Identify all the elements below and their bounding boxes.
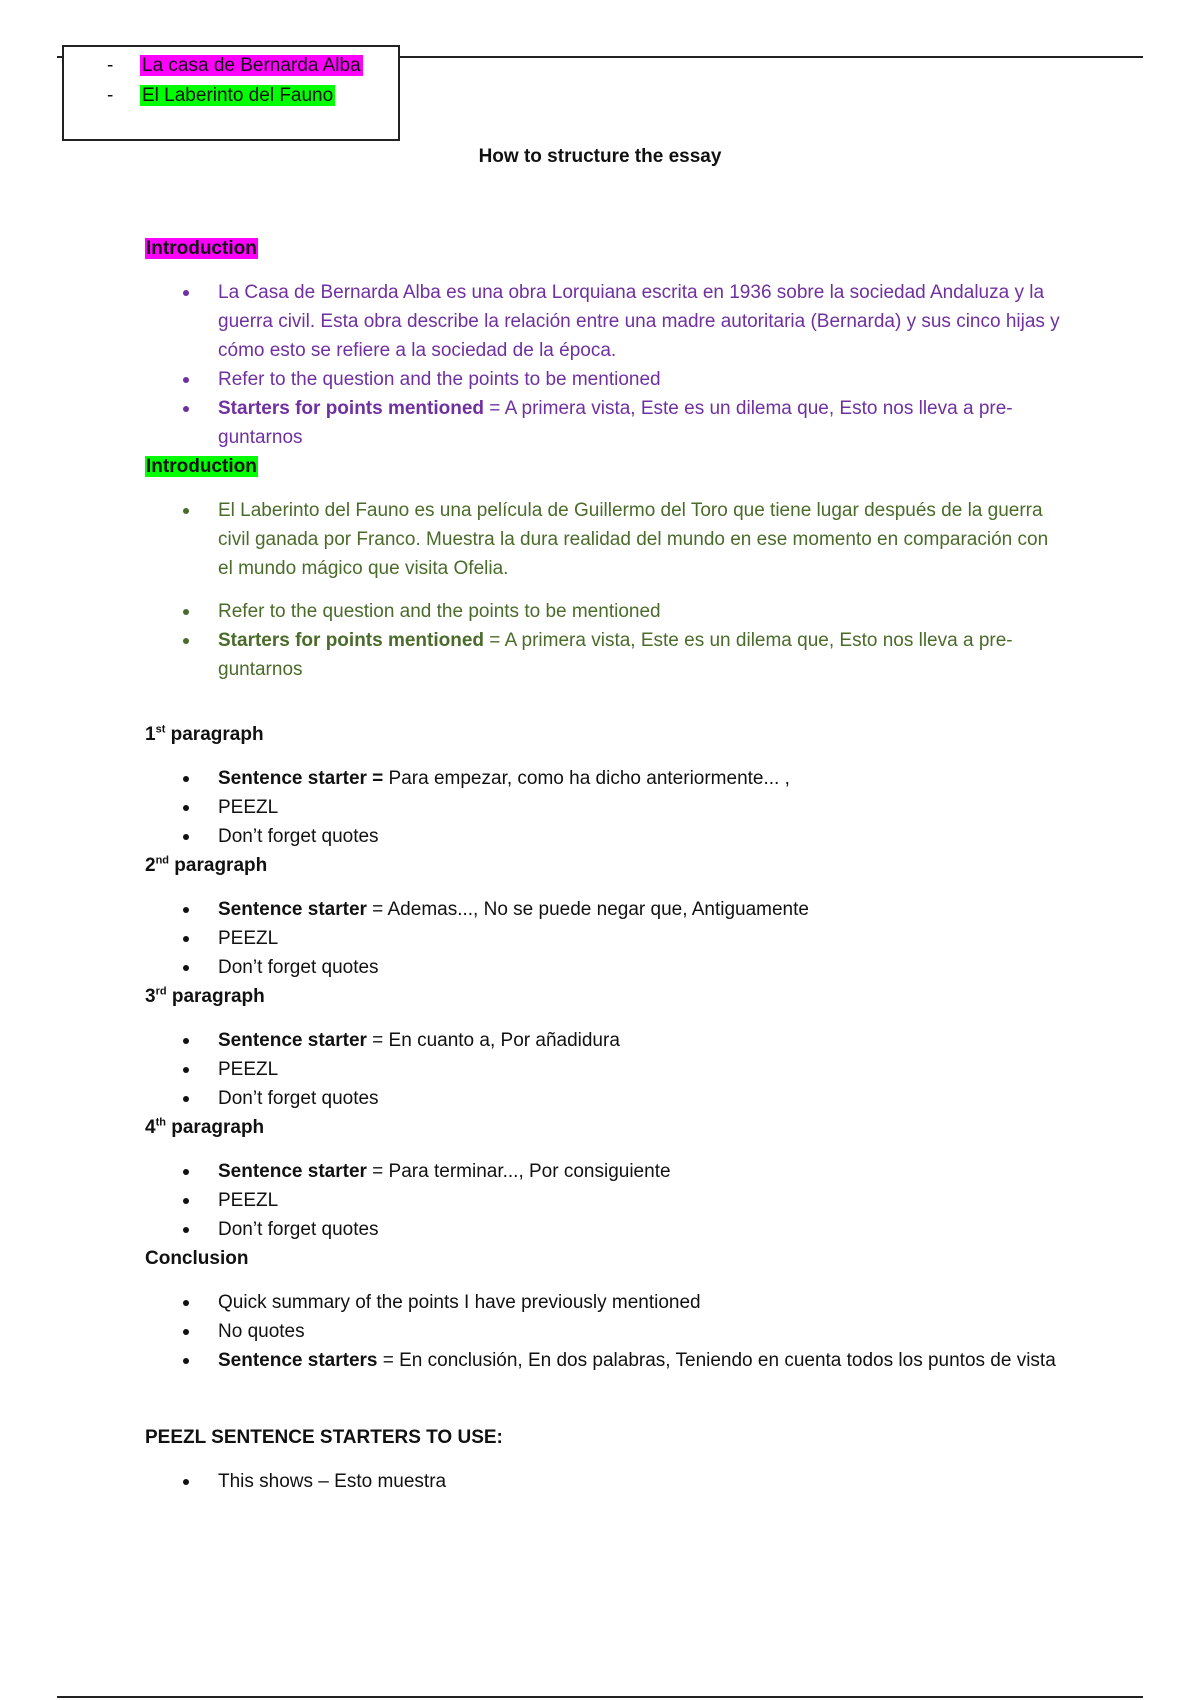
list-item-text: Don’t forget quotes [218,1088,379,1109]
list-item-text: Para empezar, como ha dicho anteriormente... , [383,768,790,789]
list-item-text: = Ademas..., No se puede negar que, Antiguamente [366,899,809,920]
list-item-text: = A primera vista, Este es un dilema que, Esto nos lleva a pre-guntarnos [218,398,1013,448]
list-item [145,1288,1065,1317]
list-item [145,1215,1065,1244]
list-item [145,793,1065,822]
paragraph-2-list [145,895,1065,982]
intro-fauno-heading-text: Introduction [146,456,257,477]
list-item-text: No quotes [218,1321,305,1342]
list-item [145,394,1065,452]
list-item-text: La Casa de Bernarda Alba es una obra Lorquiana escrita en 1936 sobre la sociedad Andaluza y la guerra civil. Esta obra describe la relación entre una madre autoritaria (Bernarda) y sus cinco hijas y cómo esto se refiere a la sociedad de la época. [218,282,1060,361]
list-item-text: = En conclusión, En dos palabras, Teniendo en cuenta todos los puntos de vista [377,1350,1056,1371]
list-item-bold: Sentence starter [218,899,367,920]
list-item-bold: Sentence starters [218,1350,378,1371]
list-item-text: = En cuanto a, Por añadidura [366,1030,620,1051]
list-item-bold: Starters for points mentioned [218,630,485,651]
list-item [145,278,1065,365]
intro-bernarda-heading [145,234,1065,264]
legend-item-fauno [107,83,335,109]
intro-fauno-heading [145,452,1065,482]
paragraph-2-heading: 2nd paragraph [145,854,268,876]
list-item [145,496,1065,583]
paragraph-3-list [145,1026,1065,1113]
list-item [145,1157,1065,1186]
list-item [145,365,1065,394]
list-item [145,1084,1065,1113]
peezl-heading: PEEZL SENTENCE STARTERS TO USE: [145,1427,503,1448]
list-item-text: = Para terminar..., Por consiguiente [366,1161,671,1182]
list-item-text: El Laberinto del Fauno es una película de Guillermo del Toro que tiene lugar después de la guerra civil ganada por Franco. Muestra la dura realidad del mundo en ese momento en comparación con el mundo mágico que visita Ofelia. [218,500,1049,579]
list-item [145,597,1065,626]
list-item-bold: Sentence starter = [218,768,384,789]
list-item-bold: Sentence starter [218,1030,367,1051]
paragraph-4-list [145,1157,1065,1244]
conclusion-list [145,1288,1065,1375]
legend-dash: - [107,85,114,106]
intro-bernarda-list [145,278,1065,452]
conclusion-heading: Conclusion [145,1248,249,1269]
list-item [145,1346,1065,1375]
list-item-text: Quick summary of the points I have previously mentioned [218,1292,701,1313]
list-item-bold: Sentence starter [218,1161,367,1182]
document-body [145,234,1065,1496]
list-item-text: Don’t forget quotes [218,957,379,978]
list-item-text: PEEZL [218,1059,279,1080]
legend-box [62,45,400,141]
paragraph-4-heading: 4th paragraph [145,1116,265,1138]
intro-bernarda-heading-text: Introduction [146,238,257,259]
peezl-list [145,1467,1065,1496]
list-item [145,1317,1065,1346]
paragraph-1-heading: 1st paragraph [145,723,264,745]
list-item-text: = A primera vista, Este es un dilema que, Esto nos lleva a pre-guntarnos [218,630,1013,680]
list-item [145,895,1065,924]
list-item [145,1026,1065,1055]
footer-rule [57,1696,1143,1698]
legend-label-fauno: El Laberinto del Fauno [142,85,334,106]
paragraph-1-list [145,764,1065,851]
list-item [145,822,1065,851]
legend-item-bernarda [107,53,363,79]
list-item [145,1055,1065,1084]
list-item-text: PEEZL [218,797,279,818]
list-item [145,953,1065,982]
list-item-text: Don’t forget quotes [218,826,379,847]
list-item-text: Refer to the question and the points to be mentioned [218,601,661,622]
page-title: How to structure the essay [478,146,722,167]
intro-fauno-list [145,496,1065,684]
paragraph-3-heading: 3rd paragraph [145,985,265,1007]
list-item-text: Don’t forget quotes [218,1219,379,1240]
legend-label-bernarda: La casa de Bernarda Alba [142,55,361,76]
list-item [145,764,1065,793]
list-item [145,1186,1065,1215]
list-item [145,626,1065,684]
legend-dash: - [107,55,114,76]
list-item-bold: Starters for points mentioned [218,398,485,419]
list-item [145,1467,1065,1496]
list-item-text: PEEZL [218,928,279,949]
list-item-text: This shows – Esto muestra [218,1471,447,1492]
list-item-text: PEEZL [218,1190,279,1211]
list-item [145,924,1065,953]
list-item-text: Refer to the question and the points to be mentioned [218,369,661,390]
